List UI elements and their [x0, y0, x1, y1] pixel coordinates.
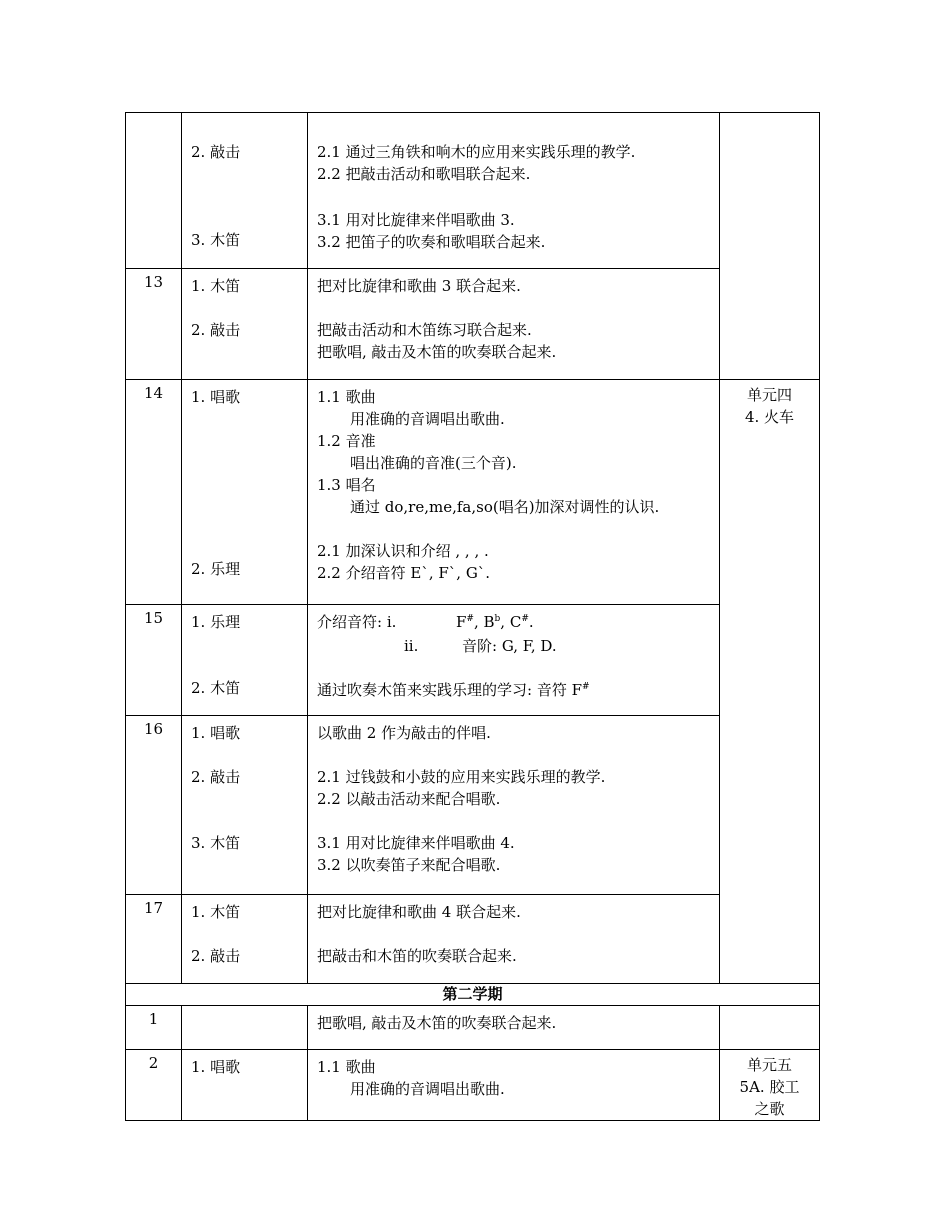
objective-line: 把敲击活动和木笛练习联合起来.: [317, 321, 532, 339]
objective-line: ii.: [404, 637, 419, 655]
week-cell: 1: [126, 1006, 182, 1050]
activity-cell: [182, 380, 308, 605]
activity-cell: [182, 895, 308, 984]
accidental-mark: #: [466, 614, 474, 624]
objective-cell: [308, 380, 720, 605]
activity-cell: [182, 1006, 308, 1050]
activity-item: 2. 乐理: [191, 560, 241, 578]
lesson-schedule-table: [125, 112, 820, 1121]
note-name: F: [456, 613, 467, 631]
unit-cell: [720, 113, 820, 380]
schedule-row: [126, 380, 820, 605]
schedule-row: [126, 269, 820, 380]
activity-item: 3. 木笛: [191, 834, 241, 852]
objective-line: 把歌唱, 敲击及木笛的吹奏联合起来.: [317, 343, 557, 361]
activity-item: 1. 木笛: [191, 903, 241, 921]
objective-line: 音阶: G, F, D.: [462, 637, 557, 655]
week-cell: 2: [126, 1050, 182, 1121]
objective-line: 用准确的音调唱出歌曲.: [350, 1080, 505, 1098]
activity-item: 2. 敲击: [191, 768, 241, 786]
objective-line: 介绍音符: i.: [317, 613, 397, 631]
objective-cell: [308, 1050, 720, 1121]
objective-line: 3.2 以吹奏笛子来配合唱歌.: [317, 856, 501, 874]
objective-line: 通过 do,re,me,fa,so(唱名)加深对调性的认识.: [350, 498, 660, 516]
activity-item: 2. 敲击: [191, 321, 241, 339]
objective-line: 把对比旋律和歌曲 4 联合起来.: [317, 903, 521, 921]
objective-line: 1.2 音准: [317, 432, 376, 450]
objective-line: 3.2 把笛子的吹奏和歌唱联合起来.: [317, 233, 546, 251]
activity-item: 2. 敲击: [191, 143, 241, 161]
objective-line: 3.1 用对比旋律来伴唱歌曲 4.: [317, 834, 515, 852]
activity-item: 3. 木笛: [191, 231, 241, 249]
term-2-header: 第二学期: [126, 984, 820, 1006]
objective-line: 2.1 通过三角铁和响木的应用来实践乐理的教学.: [317, 143, 636, 161]
week-cell: 17: [126, 895, 182, 984]
activity-item: 2. 木笛: [191, 679, 241, 697]
activity-cell: [182, 605, 308, 716]
objective-cell: [308, 269, 720, 380]
objective-line: 2.1 加深认识和介绍 , , , .: [317, 542, 489, 560]
objective-line: 把歌唱, 敲击及木笛的吹奏联合起来.: [317, 1014, 557, 1032]
note-list: [456, 611, 534, 633]
objective-line: 把敲击和木笛的吹奏联合起来.: [317, 947, 517, 965]
objective-line: 唱出准确的音准(三个音).: [350, 454, 517, 472]
schedule-row: [126, 113, 820, 269]
note-name: , C: [500, 613, 522, 631]
objective-line: 1.1 歌曲: [317, 1058, 376, 1076]
objective-line: 把对比旋律和歌曲 3 联合起来.: [317, 277, 521, 295]
accidental-mark: #: [582, 682, 590, 692]
objective-cell: [308, 605, 720, 716]
objective-line: 2.2 介绍音符 E`, F`, G`.: [317, 564, 491, 582]
activity-item: 1. 唱歌: [191, 724, 241, 742]
objective-cell: [308, 113, 720, 269]
objective-line: 通过吹奏木笛来实践乐理的学习: 音符 F#: [317, 681, 590, 699]
week-cell: 16: [126, 716, 182, 895]
objective-cell: [308, 716, 720, 895]
schedule-row: [126, 716, 820, 895]
objective-line: 用准确的音调唱出歌曲.: [350, 410, 505, 428]
schedule-row: [126, 1006, 820, 1050]
schedule-row: [126, 1050, 820, 1121]
activity-item: 2. 敲击: [191, 947, 241, 965]
objective-line: 2.1 过钱鼓和小鼓的应用来实践乐理的教学.: [317, 768, 606, 786]
objective-line: 以歌曲 2 作为敲击的伴唱.: [317, 724, 491, 742]
accidental-mark: b: [494, 614, 501, 624]
unit-cell: [720, 380, 820, 984]
note-name: .: [528, 613, 534, 631]
objective-line: 2.2 把敲击活动和歌唱联合起来.: [317, 165, 531, 183]
note-name: , B: [473, 613, 495, 631]
objective-cell: [308, 895, 720, 984]
unit-title: 单元五: [746, 1056, 792, 1074]
accidental-mark: #: [521, 614, 529, 624]
activity-item: 1. 木笛: [191, 277, 241, 295]
unit-title: 单元四: [746, 386, 792, 404]
activity-cell: [182, 269, 308, 380]
schedule-row: [126, 895, 820, 984]
activity-item: 1. 乐理: [191, 613, 241, 631]
activity-cell: [182, 716, 308, 895]
week-cell: 13: [126, 269, 182, 380]
activity-item: 1. 唱歌: [191, 388, 241, 406]
unit-cell: [720, 1050, 820, 1121]
activity-cell: [182, 113, 308, 269]
objective-line: 2.2 以敲击活动来配合唱歌.: [317, 790, 501, 808]
objective-line: 1.1 歌曲: [317, 388, 376, 406]
objective-line: 3.1 用对比旋律来伴唱歌曲 3.: [317, 211, 515, 229]
week-cell: 15: [126, 605, 182, 716]
week-cell: [126, 113, 182, 269]
term-header-row: [126, 984, 820, 1006]
activity-cell: [182, 1050, 308, 1121]
unit-cell: [720, 1006, 820, 1050]
unit-name: 5A. 胶工: [739, 1078, 800, 1096]
schedule-row: [126, 605, 820, 716]
week-cell: 14: [126, 380, 182, 605]
unit-name-cont: 之歌: [754, 1100, 785, 1118]
objective-cell: [308, 1006, 720, 1050]
unit-name: 4. 火车: [744, 408, 795, 426]
activity-item: 1. 唱歌: [191, 1058, 241, 1076]
objective-line: 1.3 唱名: [317, 476, 376, 494]
